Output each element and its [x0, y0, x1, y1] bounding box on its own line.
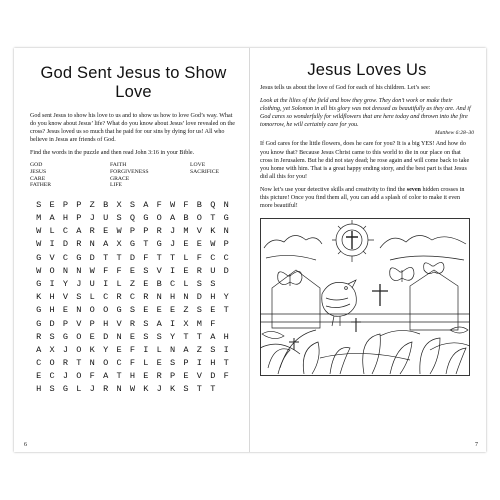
- puzzle-letter: X: [183, 318, 189, 329]
- puzzle-letter: O: [76, 344, 82, 355]
- para3-text: Now let’s use your detective skills and creativity to find the: [260, 186, 407, 193]
- puzzle-letter: Y: [62, 278, 69, 289]
- puzzle-letter: E: [183, 265, 189, 276]
- puzzle-letter: N: [223, 199, 229, 210]
- puzzle-letter: T: [143, 239, 149, 250]
- puzzle-letter: J: [170, 239, 176, 250]
- puzzle-letter: B: [156, 278, 162, 289]
- puzzle-letter: T: [116, 252, 122, 263]
- puzzle-letter: E: [62, 305, 69, 316]
- page-number-right: 7: [475, 442, 478, 448]
- puzzle-letter: U: [210, 265, 216, 276]
- puzzle-letter: T: [103, 252, 109, 263]
- puzzle-letter: R: [143, 292, 149, 303]
- bird-icon: [322, 280, 357, 326]
- puzzle-letter: I: [170, 265, 176, 276]
- puzzle-letter: C: [116, 358, 122, 369]
- puzzle-letter: I: [170, 318, 176, 329]
- puzzle-letter: J: [62, 344, 69, 355]
- puzzle-letter: H: [210, 292, 216, 303]
- left-page-title: God Sent Jesus to Show Love: [40, 64, 227, 101]
- puzzle-letter: C: [62, 226, 69, 237]
- puzzle-letter: G: [36, 318, 42, 329]
- coloring-illustration: [260, 218, 470, 376]
- word: LOVE: [190, 162, 206, 169]
- puzzle-letter: W: [170, 199, 176, 210]
- puzzle-letter: P: [62, 318, 69, 329]
- puzzle-letter: F: [223, 371, 229, 382]
- puzzle-letter: H: [223, 331, 229, 342]
- word-column-1: [30, 162, 110, 188]
- puzzle-letter: T: [183, 331, 189, 342]
- puzzle-letter: U: [89, 278, 95, 289]
- puzzle-letter: H: [103, 318, 109, 329]
- puzzle-letter: S: [129, 199, 136, 210]
- puzzle-letter: L: [89, 292, 95, 303]
- puzzle-letter: A: [210, 331, 216, 342]
- puzzle-letter: D: [129, 252, 136, 263]
- scripture-reference: Matthew 6:28–30: [435, 130, 474, 137]
- puzzle-letter: G: [156, 239, 162, 250]
- puzzle-letter: T: [210, 213, 216, 224]
- puzzle-letter: N: [76, 265, 82, 276]
- puzzle-letter: D: [89, 252, 95, 263]
- puzzle-letter: S: [49, 331, 55, 342]
- puzzle-letter: B: [196, 199, 202, 210]
- puzzle-letter: N: [62, 265, 69, 276]
- puzzle-letter: [219, 280, 232, 289]
- puzzle-letter: H: [129, 371, 136, 382]
- puzzle-letter: V: [196, 371, 202, 382]
- butterfly-icon: [424, 263, 444, 274]
- puzzle-letter: I: [143, 344, 149, 355]
- puzzle-letter: Q: [129, 213, 136, 224]
- puzzle-letter: Y: [223, 292, 229, 303]
- puzzle-letter: V: [76, 318, 82, 329]
- puzzle-letter: L: [116, 278, 122, 289]
- puzzle-letter: B: [103, 199, 109, 210]
- puzzle-letter: T: [223, 358, 229, 369]
- puzzle-letter: O: [196, 213, 202, 224]
- puzzle-letter: L: [156, 344, 162, 355]
- puzzle-letter: C: [223, 252, 229, 263]
- puzzle-letter: G: [116, 305, 122, 316]
- puzzle-letter: S: [183, 384, 189, 395]
- puzzle-letter: J: [170, 226, 176, 237]
- puzzle-letter: T: [76, 358, 82, 369]
- puzzle-letter: K: [170, 384, 176, 395]
- puzzle-letter: O: [89, 305, 95, 316]
- puzzle-letter: E: [196, 239, 202, 250]
- puzzle-letter: S: [143, 331, 149, 342]
- puzzle-letter: C: [170, 278, 176, 289]
- puzzle-letter: I: [49, 278, 55, 289]
- puzzle-letter: W: [129, 384, 136, 395]
- puzzle-letter: N: [116, 384, 122, 395]
- puzzle-letter: K: [36, 292, 42, 303]
- puzzle-letter: W: [116, 226, 122, 237]
- word-search-grid: [32, 201, 237, 395]
- puzzle-letter: T: [170, 252, 176, 263]
- puzzle-letter: N: [223, 226, 229, 237]
- puzzle-letter: J: [89, 384, 95, 395]
- puzzle-letter: F: [116, 265, 122, 276]
- puzzle-letter: R: [89, 226, 95, 237]
- puzzle-letter: E: [89, 331, 95, 342]
- puzzle-letter: Z: [89, 199, 95, 210]
- puzzle-letter: D: [210, 371, 216, 382]
- word: CARE: [30, 175, 46, 182]
- puzzle-letter: C: [129, 292, 136, 303]
- puzzle-letter: M: [183, 226, 189, 237]
- puzzle-letter: S: [196, 278, 202, 289]
- puzzle-letter: G: [223, 213, 229, 224]
- puzzle-letter: O: [103, 358, 109, 369]
- puzzle-letter: C: [36, 358, 42, 369]
- puzzle-letter: A: [76, 226, 82, 237]
- puzzle-letter: O: [103, 305, 109, 316]
- puzzle-letter: P: [223, 239, 229, 250]
- puzzle-letter: S: [210, 344, 216, 355]
- puzzle-letter: D: [49, 318, 55, 329]
- puzzle-letter: W: [89, 265, 95, 276]
- puzzle-letter: G: [62, 331, 69, 342]
- puzzle-letter: N: [170, 344, 176, 355]
- puzzle-letter: A: [36, 344, 42, 355]
- puzzle-letter: L: [183, 278, 189, 289]
- right-paragraph-2: If God cares for the little flowers, does he care for you? It is a big YES! And how do you know that? Because Jesus Christ came to this world to die in our place on that cross in Jerusalem. But he did not stay dead; he rose again and will come back to take you home with him. That is a great happy ending story, and the best part is that Jesus did all this for you!: [260, 141, 470, 180]
- puzzle-letter: V: [196, 226, 202, 237]
- puzzle-letter: O: [156, 213, 162, 224]
- puzzle-letter: G: [76, 252, 82, 263]
- puzzle-letter: A: [156, 318, 162, 329]
- puzzle-letter: H: [36, 384, 42, 395]
- puzzle-letter: E: [183, 371, 189, 382]
- cross-icon: [346, 231, 358, 249]
- puzzle-letter: J: [62, 371, 69, 382]
- puzzle-letter: B: [183, 213, 189, 224]
- puzzle-letter: R: [62, 358, 69, 369]
- puzzle-letter: A: [143, 199, 149, 210]
- puzzle-letter: Z: [129, 278, 136, 289]
- puzzle-letter: Z: [196, 344, 202, 355]
- puzzle-letter: T: [116, 371, 122, 382]
- cross-icon: [372, 284, 388, 306]
- puzzle-letter: R: [36, 331, 42, 342]
- word-list: [30, 162, 237, 188]
- puzzle-letter: K: [210, 226, 216, 237]
- word: FORGIVENESS: [110, 169, 149, 176]
- puzzle-letter: F: [156, 199, 162, 210]
- puzzle-letter: E: [183, 239, 189, 250]
- puzzle-letter: V: [156, 265, 162, 276]
- word: JESUS: [30, 169, 47, 176]
- puzzle-letter: K: [89, 344, 95, 355]
- puzzle-letter: W: [210, 239, 216, 250]
- puzzle-letter: N: [89, 358, 95, 369]
- puzzle-letter: K: [143, 384, 149, 395]
- page-number-left: 6: [24, 442, 27, 448]
- puzzle-letter: G: [62, 384, 69, 395]
- puzzle-letter: C: [103, 292, 109, 303]
- puzzle-letter: E: [156, 358, 162, 369]
- puzzle-letter: J: [89, 213, 95, 224]
- puzzle-letter: I: [103, 278, 109, 289]
- puzzle-letter: O: [76, 331, 82, 342]
- puzzle-letter: H: [210, 358, 216, 369]
- puzzle-letter: I: [223, 344, 229, 355]
- word: FAITH: [110, 162, 127, 169]
- puzzle-letter: F: [210, 318, 216, 329]
- puzzle-letter: E: [143, 371, 149, 382]
- puzzle-letter: A: [170, 213, 176, 224]
- puzzle-letter: P: [143, 226, 149, 237]
- puzzle-letter: H: [62, 213, 69, 224]
- cross-icon: [351, 318, 361, 332]
- puzzle-letter: M: [196, 318, 202, 329]
- puzzle-letter: S: [143, 318, 149, 329]
- puzzle-letter: F: [89, 371, 95, 382]
- puzzle-letter: E: [156, 305, 162, 316]
- puzzle-letter: P: [183, 358, 189, 369]
- puzzle-letter: E: [210, 305, 216, 316]
- puzzle-letter: P: [89, 318, 95, 329]
- puzzle-letter: W: [36, 239, 42, 250]
- butterfly-icon: [278, 272, 302, 287]
- scripture-quote: Look at the lilies of the field and how they grow. They don’t work or make their clothing, yet Solomon in all his glory was not dressed as beautifully as they are. And if God cares so wonderfully for wildflowers that are here today and thrown into the fire tomorrow, he will certainly care for you.: [260, 98, 471, 129]
- puzzle-letter: A: [103, 371, 109, 382]
- para3-text-end: hidden crosses in this picture! Once you find them all, you can add a splash of color to make it even more beautiful!: [260, 186, 465, 210]
- puzzle-letter: F: [129, 344, 136, 355]
- puzzle-letter: W: [36, 226, 42, 237]
- puzzle-letter: S: [49, 384, 55, 395]
- word: LIFE: [110, 182, 123, 189]
- puzzle-letter: O: [76, 371, 82, 382]
- puzzle-letter: V: [49, 252, 55, 263]
- puzzle-letter: D: [196, 292, 202, 303]
- para3-bold: seven: [406, 186, 421, 193]
- puzzle-letter: R: [156, 226, 162, 237]
- puzzle-letter: T: [210, 384, 216, 395]
- puzzle-letter: I: [196, 358, 202, 369]
- puzzle-letter: T: [196, 384, 202, 395]
- puzzle-letter: H: [170, 292, 176, 303]
- butterfly-icon: [390, 268, 414, 283]
- puzzle-letter: D: [62, 239, 69, 250]
- puzzle-letter: C: [210, 252, 216, 263]
- right-page-title: Jesus Loves Us: [307, 61, 427, 79]
- puzzle-letter: T: [223, 305, 229, 316]
- puzzle-letter: H: [49, 305, 55, 316]
- puzzle-letter: E: [170, 305, 176, 316]
- word: GOD: [30, 162, 43, 169]
- puzzle-letter: G: [143, 213, 149, 224]
- right-page: [250, 48, 486, 452]
- puzzle-letter: R: [76, 239, 82, 250]
- puzzle-letter: O: [49, 265, 55, 276]
- puzzle-letter: R: [103, 384, 109, 395]
- puzzle-letter: Z: [183, 305, 189, 316]
- puzzle-letter: A: [183, 344, 189, 355]
- puzzle-letter: W: [36, 265, 42, 276]
- book-spread: [14, 48, 486, 452]
- puzzle-letter: R: [116, 292, 122, 303]
- sun-icon: [332, 220, 374, 262]
- puzzle-letter: S: [156, 331, 162, 342]
- puzzle-letter: E: [129, 265, 136, 276]
- puzzle-letter: E: [49, 199, 55, 210]
- puzzle-letter: N: [89, 239, 95, 250]
- puzzle-letter: E: [143, 278, 149, 289]
- puzzle-letter: F: [103, 265, 109, 276]
- puzzle-letter: R: [156, 371, 162, 382]
- word-column-2: [110, 162, 190, 188]
- puzzle-letter: L: [143, 358, 149, 369]
- puzzle-letter: P: [76, 213, 82, 224]
- puzzle-letter: C: [49, 371, 55, 382]
- puzzle-letter: L: [49, 226, 55, 237]
- puzzle-letter: Q: [210, 199, 216, 210]
- puzzle-letter: S: [196, 305, 202, 316]
- puzzle-letter: E: [129, 331, 136, 342]
- puzzle-letter: J: [76, 278, 82, 289]
- puzzle-letter: L: [183, 252, 189, 263]
- puzzle-letter: N: [156, 292, 162, 303]
- puzzle-letter: S: [129, 305, 136, 316]
- puzzle-letter: S: [143, 265, 149, 276]
- puzzle-letter: X: [116, 199, 122, 210]
- puzzle-letter: F: [196, 252, 202, 263]
- word: FATHER: [30, 182, 52, 189]
- puzzle-letter: T: [196, 331, 202, 342]
- puzzle-letter: R: [196, 265, 202, 276]
- puzzle-letter: P: [129, 226, 136, 237]
- puzzle-letter: V: [62, 292, 69, 303]
- puzzle-letter: C: [62, 252, 69, 263]
- puzzle-letter: I: [49, 239, 55, 250]
- puzzle-letter: E: [103, 226, 109, 237]
- puzzle-letter: F: [129, 358, 136, 369]
- puzzle-letter: E: [143, 305, 149, 316]
- puzzle-letter: D: [223, 265, 229, 276]
- puzzle-letter: N: [183, 292, 189, 303]
- puzzle-letter: O: [49, 358, 55, 369]
- puzzle-letter: H: [49, 292, 55, 303]
- puzzle-letter: X: [49, 344, 55, 355]
- puzzle-letter: Y: [103, 344, 109, 355]
- puzzle-letter: S: [36, 199, 42, 210]
- puzzle-letter: V: [116, 318, 122, 329]
- puzzle-letter: N: [116, 331, 122, 342]
- puzzle-letter: P: [62, 199, 69, 210]
- puzzle-letter: G: [36, 305, 42, 316]
- puzzle-letter: S: [116, 213, 122, 224]
- puzzle-letter: N: [76, 305, 82, 316]
- puzzle-letter: U: [103, 213, 109, 224]
- puzzle-letter: A: [49, 213, 55, 224]
- puzzle-letter: S: [170, 358, 176, 369]
- left-instruction: Find the words in the puzzle and then read John 3:16 in your Bible.: [30, 150, 195, 157]
- puzzle-letter: A: [103, 239, 109, 250]
- puzzle-letter: P: [170, 371, 176, 382]
- puzzle-letter: S: [76, 292, 82, 303]
- puzzle-letter: Y: [170, 331, 176, 342]
- word: GRACE: [110, 175, 130, 182]
- puzzle-letter: J: [156, 384, 162, 395]
- puzzle-letter: L: [76, 384, 82, 395]
- puzzle-letter: M: [36, 213, 42, 224]
- right-intro-paragraph: Jesus tells us about the love of God for each of his children. Let’s see:: [260, 85, 431, 91]
- puzzle-letter: G: [129, 239, 136, 250]
- left-intro-paragraph: God sent Jesus to show his love to us and to show us how to love God’s way. What do you know about Jesus’ life? What do you know about Jesus’ love revealed on the cross? Jesus loved us so much that he paid for our sins by dying for us! All who believe in Jesus are friends of God.: [30, 113, 235, 144]
- puzzle-letter: T: [156, 252, 162, 263]
- puzzle-letter: G: [36, 278, 42, 289]
- puzzle-letter: F: [183, 199, 189, 210]
- puzzle-letter: E: [36, 371, 42, 382]
- puzzle-letter: [219, 320, 232, 329]
- left-page: [14, 48, 250, 452]
- word-column-3: [190, 162, 250, 188]
- right-paragraph-3: [260, 186, 474, 210]
- puzzle-letter: G: [36, 252, 42, 263]
- puzzle-letter: D: [103, 331, 109, 342]
- puzzle-letter: F: [143, 252, 149, 263]
- word: SACRIFICE: [190, 169, 220, 176]
- puzzle-letter: E: [116, 344, 122, 355]
- puzzle-letter: S: [210, 278, 216, 289]
- puzzle-letter: [219, 385, 232, 394]
- puzzle-letter: R: [129, 318, 136, 329]
- puzzle-letter: P: [76, 199, 82, 210]
- puzzle-letter: X: [116, 239, 122, 250]
